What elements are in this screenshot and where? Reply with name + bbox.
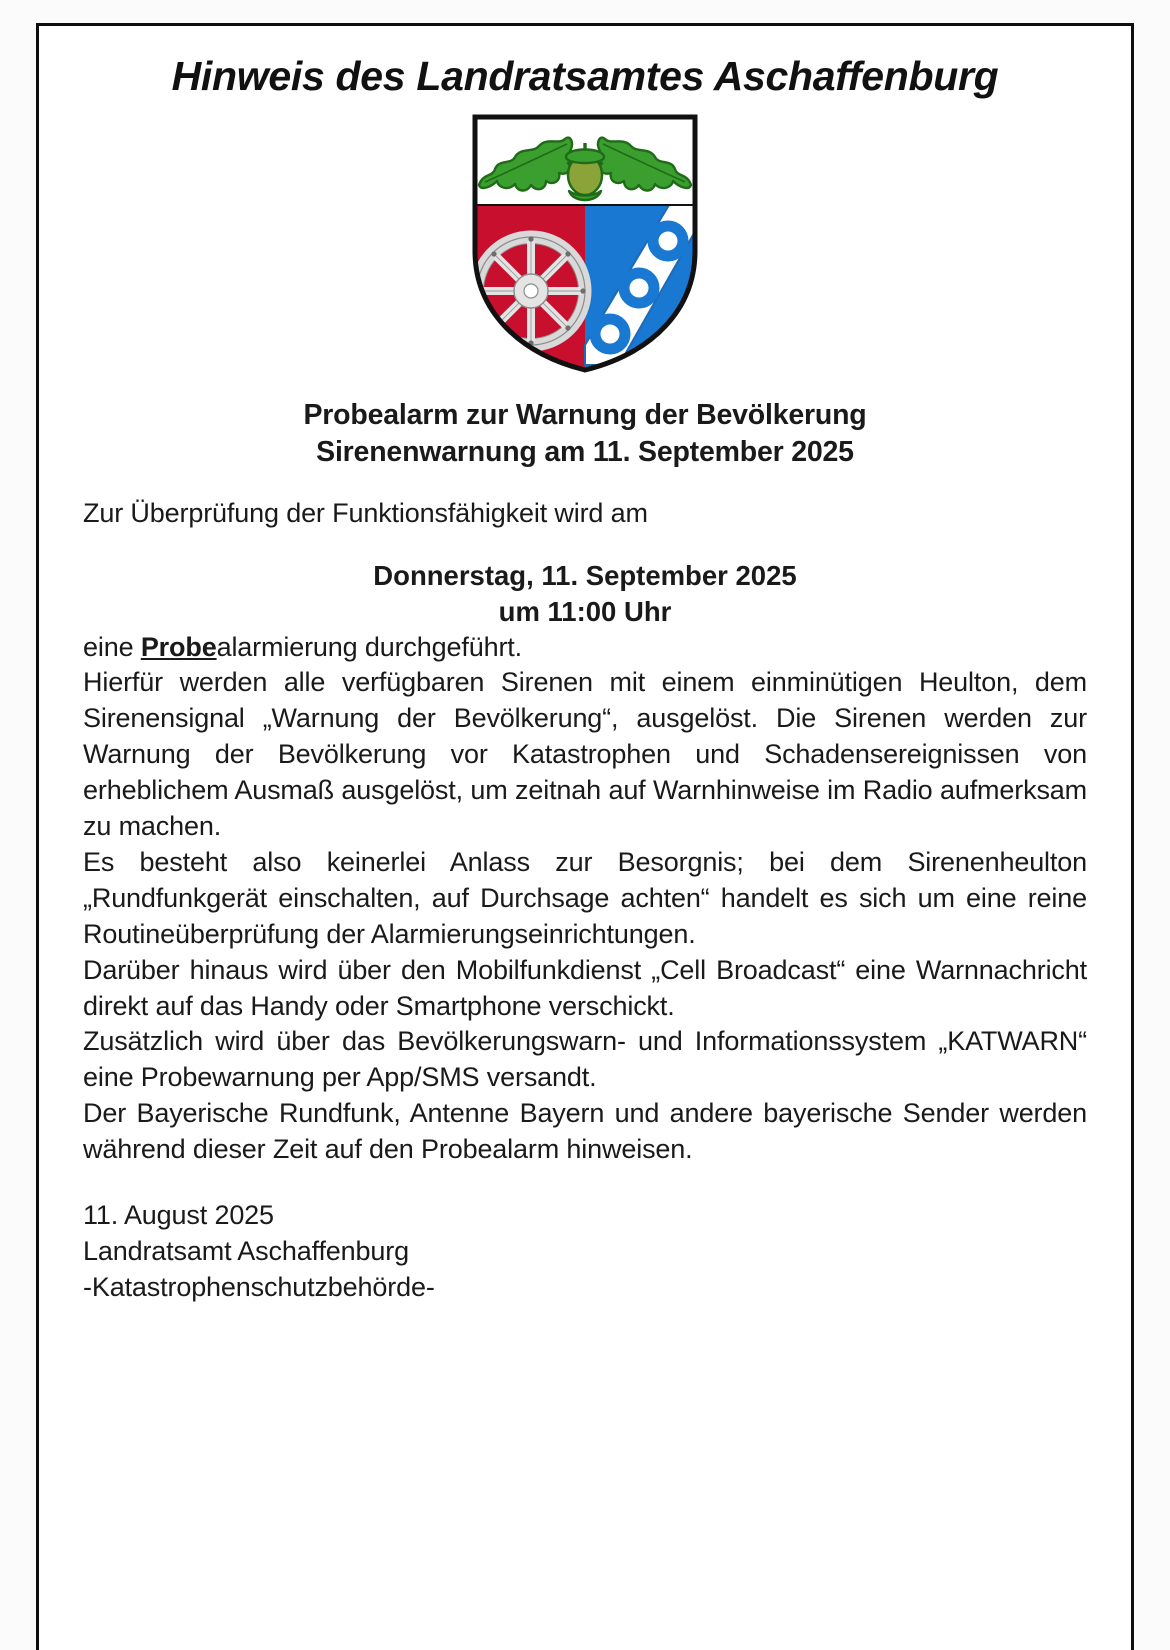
trigger-line (83, 630, 1087, 666)
headline-line-1: Probealarm zur Warnung der Bevölkerung (303, 399, 867, 431)
page-title: Hinweis des Landratsamtes Aschaffenburg (171, 53, 999, 99)
headline (75, 397, 1095, 471)
paragraph-no-concern: Es besteht also keinerlei Anlass zur Besorgnis; bei dem Sirenenheulton „Rundfunkgerät einschalten, auf Durchsage achten“ handelt es sich um eine reine Routineüberprüfung der Alarmierungseinrichtungen. (83, 846, 1087, 949)
event-date: Donnerstag, 11. September 2025 (373, 560, 797, 591)
paragraph-sirens: Hierfür werden alle verfügbaren Sirenen mit einem einminütigen Heulton, dem Sirenensignal „Warnung der Bevölkerung“, ausgelöst. Die Sirenen werden zur Warnung der Bevölkerung vor Katastrophen und Schadensereignissen von erheblichem Ausmaß ausgelöst, um zeitnah auf Warnhinweise im Radio aufmerksam zu machen. (83, 667, 1087, 842)
signature-department: -Katastrophenschutzbehörde- (83, 1271, 435, 1302)
paragraph-cell-broadcast: Darüber hinaus wird über den Mobilfunkdienst „Cell Broadcast“ eine Warnnachricht direkt auf das Handy oder Smartphone verschickt. (83, 954, 1087, 1021)
intro-text: Zur Überprüfung der Funktionsfähigkeit wird am (83, 498, 648, 529)
trigger-before: eine (83, 631, 141, 662)
paragraph-broadcasters: Der Bayerische Rundfunk, Antenne Bayern und andere bayerische Sender werden während dieser Zeit auf den Probealarm hinweisen. (83, 1098, 1087, 1165)
event-time: um 11:00 Uhr (498, 595, 672, 627)
trigger-emphasis: Probe (140, 631, 217, 662)
paragraph-katwarn: Zusätzlich wird über das Bevölkerungswarn- und Informationssystem „KATWARN“ eine Probewarnung per App/SMS versandt. (83, 1026, 1087, 1093)
signature-authority: Landratsamt Aschaffenburg (83, 1236, 409, 1266)
event-block (83, 558, 1087, 630)
notice-card (36, 23, 1134, 1650)
signature-date: 11. August 2025 (83, 1200, 274, 1231)
crest-container (75, 113, 1095, 375)
headline-line-2: Sirenenwarnung am 11. September 2025 (316, 436, 854, 469)
coat-of-arms-icon (469, 113, 701, 375)
body-column (75, 496, 1095, 1306)
trigger-after: alarmierung durchgeführt. (216, 631, 523, 662)
signature-block (83, 1198, 1087, 1306)
